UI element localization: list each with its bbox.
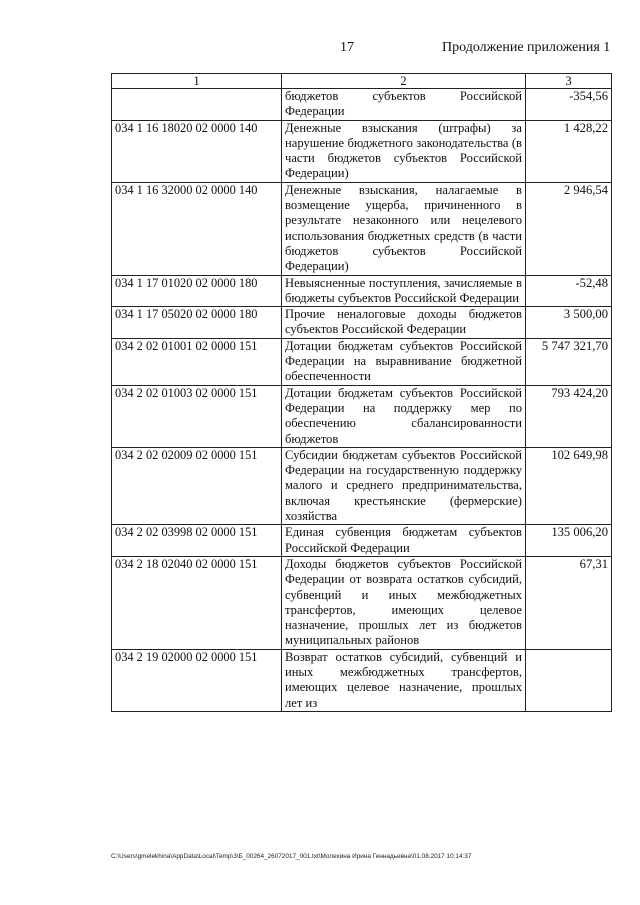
row-description: Прочие неналоговые доходы бюджетов субъектов Российской Федерации — [282, 307, 526, 339]
row-code: 034 1 16 18020 02 0000 140 — [112, 120, 282, 182]
row-amount: 3 500,00 — [526, 307, 612, 339]
row-code — [112, 89, 282, 121]
row-code: 034 2 02 02009 02 0000 151 — [112, 447, 282, 524]
row-description: Возврат остатков субсидий, субвенций и иных межбюджетных трансфертов, имеющих целевое назначение, прошлых лет из — [282, 649, 526, 711]
table-header-row — [112, 74, 612, 89]
row-description: Субсидии бюджетам субъектов Российской Федерации на государственную поддержку малого и среднего предпринимательства, включая крестьянские (фермерские) хозяйства — [282, 447, 526, 524]
table-row — [112, 307, 612, 339]
row-amount — [526, 649, 612, 711]
revenue-table — [111, 73, 612, 712]
row-code: 034 1 17 01020 02 0000 180 — [112, 275, 282, 307]
row-description: Дотации бюджетам субъектов Российской Федерации на поддержку мер по обеспечению сбалансированности бюджетов — [282, 385, 526, 447]
row-description: Невыясненные поступления, зачисляемые в бюджеты субъектов Российской Федерации — [282, 275, 526, 307]
row-amount: 2 946,54 — [526, 182, 612, 275]
row-code: 034 2 02 01001 02 0000 151 — [112, 338, 282, 385]
row-description: Единая субвенция бюджетам субъектов Российской Федерации — [282, 525, 526, 557]
row-amount: 1 428,22 — [526, 120, 612, 182]
row-code: 034 2 02 01003 02 0000 151 — [112, 385, 282, 447]
row-description: Денежные взыскания, налагаемые в возмещение ущерба, причиненного в результате незаконного или нецелевого использования бюджетных средств (в части бюджетов субъектов Российской Федерации) — [282, 182, 526, 275]
row-amount: 67,31 — [526, 556, 612, 649]
row-amount: -354,56 — [526, 89, 612, 121]
row-amount: 102 649,98 — [526, 447, 612, 524]
row-code: 034 1 16 32000 02 0000 140 — [112, 182, 282, 275]
row-code: 034 2 02 03998 02 0000 151 — [112, 525, 282, 557]
row-description: Доходы бюджетов субъектов Российской Федерации от возврата остатков субсидий, субвенций и иных межбюджетных трансфертов, имеющих целевое назначение, прошлых лет из бюджетов муниципальных районов — [282, 556, 526, 649]
row-description: Денежные взыскания (штрафы) за нарушение бюджетного законодательства (в части бюджетов субъектов Российской Федерации) — [282, 120, 526, 182]
column-header-2: 2 — [282, 74, 526, 89]
table-row — [112, 120, 612, 182]
table-row — [112, 182, 612, 275]
row-description: бюджетов субъектов Российской Федерации — [282, 89, 526, 121]
row-amount: 5 747 321,70 — [526, 338, 612, 385]
table-row — [112, 275, 612, 307]
row-code: 034 2 19 02000 02 0000 151 — [112, 649, 282, 711]
file-path-footer: C:\Users\gmelekhina\AppData\Local\Temp\3\Б_00264_26072017_001.txt\Молехина Ирина Геннадьевна\01.08.2017 10:14:37 — [111, 853, 472, 860]
table-row — [112, 649, 612, 711]
row-description: Дотации бюджетам субъектов Российской Федерации на выравнивание бюджетной обеспеченности — [282, 338, 526, 385]
row-amount: 135 006,20 — [526, 525, 612, 557]
table-row — [112, 385, 612, 447]
continuation-header: Продолжение приложения 1 — [442, 40, 611, 55]
table-row — [112, 447, 612, 524]
table-row — [112, 338, 612, 385]
column-header-1: 1 — [112, 74, 282, 89]
column-header-3: 3 — [526, 74, 612, 89]
row-amount: -52,48 — [526, 275, 612, 307]
row-amount: 793 424,20 — [526, 385, 612, 447]
row-code: 034 2 18 02040 02 0000 151 — [112, 556, 282, 649]
table-row — [112, 525, 612, 557]
table-row — [112, 89, 612, 121]
row-code: 034 1 17 05020 02 0000 180 — [112, 307, 282, 339]
page-number: 17 — [340, 40, 354, 55]
table-row — [112, 556, 612, 649]
